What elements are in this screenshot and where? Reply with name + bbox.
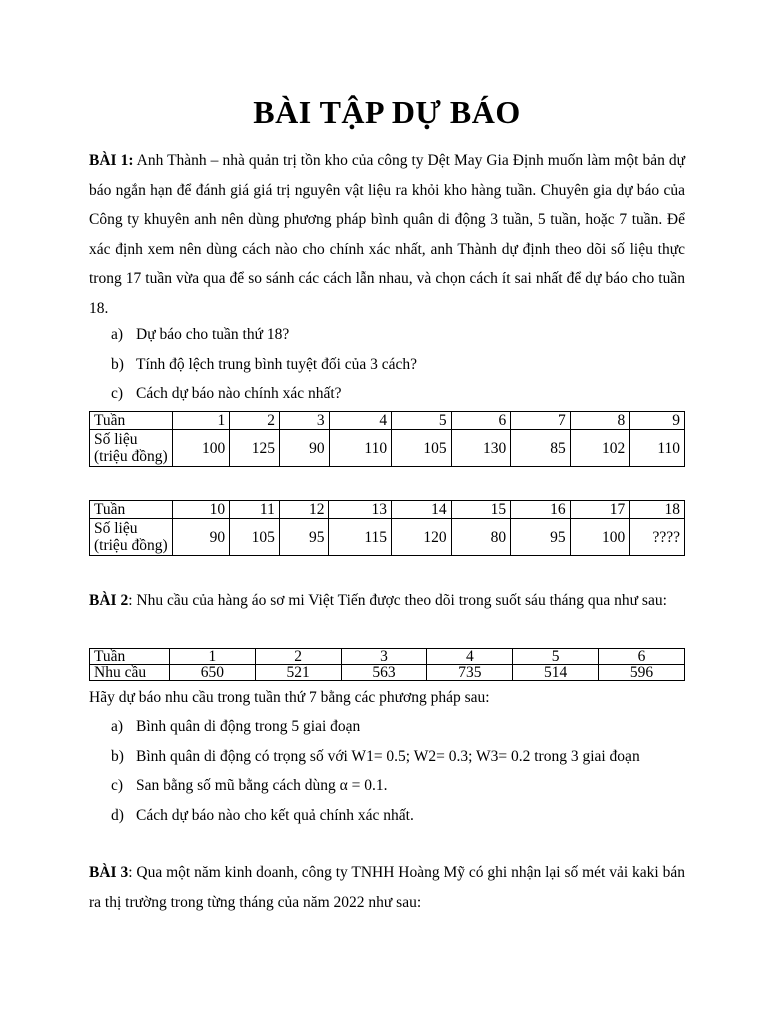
list-item: a) Dự báo cho tuần thứ 18? xyxy=(111,326,290,343)
bai2-question-list xyxy=(111,712,640,830)
table-row: Số liệu (triệu đồng) 90 105 95 115 120 80 95 100 ???? xyxy=(90,519,685,556)
bai1-text: Anh Thành – nhà quản trị tồn kho của công ty Dệt May Gia Định muốn làm một bản dự báo ngắn hạn để đánh giá giá trị nguyên vật liệu ra khỏi kho hàng tuần. Chuyên gia dự báo của Công ty khuyên anh nên dùng phương pháp bình quân di động 3 tuần, 5 tuần, hoặc 7 tuần. Để xác định xem nên dùng cách nào cho chính xác nhất, anh Thành dự định theo dõi số liệu thực trong 17 tuần vừa qua để so sánh các cách lẫn nhau, và chọn cách ít sai nhất để dự báo cho tuần 18. xyxy=(89,152,685,317)
list-item: d) Cách dự báo nào cho kết quả chính xác nhất. xyxy=(111,806,414,824)
bai2-caption: Hãy dự báo nhu cầu trong tuần thứ 7 bằng các phương pháp sau: xyxy=(89,689,490,706)
row-label: Số liệu (triệu đồng) xyxy=(90,519,173,556)
row-label: Nhu cầu xyxy=(90,665,170,681)
list-item: a) Bình quân di động trong 5 giai đoạn xyxy=(111,718,361,735)
list-item: c) San bằng số mũ bằng cách dùng α = 0.1. xyxy=(111,777,388,794)
table-row: Tuần 1 2 3 4 5 6 7 8 9 xyxy=(90,412,685,430)
table-row: Tuần 10 11 12 13 14 15 16 17 18 xyxy=(90,501,685,519)
bai3-paragraph xyxy=(89,858,685,917)
row-label: Tuần xyxy=(90,501,173,519)
list-item: b) Tính độ lệch trung bình tuyệt đối của 3 cách? xyxy=(111,355,418,373)
table-row: Số liệu (triệu đồng) 100 125 90 110 105 130 85 102 110 xyxy=(90,430,685,467)
bai2-label: BÀI 2 xyxy=(89,592,129,609)
table-row: Nhu cầu 650 521 563 735 514 596 xyxy=(90,665,685,681)
page-title: BÀI TẬP DỰ BÁO xyxy=(253,94,521,130)
bai1-table-weeks-10-18 xyxy=(89,500,685,556)
bai3-text: : Qua một năm kinh doanh, công ty TNHH Hoàng Mỹ có ghi nhận lại số mét vải kaki bán ra thị trường trong từng tháng của năm 2022 như sau: xyxy=(89,864,685,911)
bai1-question-list xyxy=(111,320,417,409)
row-label: Số liệu (triệu đồng) xyxy=(90,430,173,467)
bai2-demand-table xyxy=(89,648,685,681)
row-label: Tuần xyxy=(90,412,173,430)
bai1-paragraph xyxy=(89,146,685,323)
table-row: Tuần 1 2 3 4 5 6 xyxy=(90,649,685,665)
bai3-label: BÀI 3 xyxy=(89,864,129,881)
list-item: c) Cách dự báo nào chính xác nhất? xyxy=(111,385,342,402)
list-item: b) Bình quân di động có trọng số với W1= 0.5; W2= 0.3; W3= 0.2 trong 3 giai đoạn xyxy=(111,747,640,765)
bai1-label: BÀI 1: xyxy=(89,152,134,169)
row-label: Tuần xyxy=(90,649,170,665)
bai1-table-weeks-1-9 xyxy=(89,411,685,467)
bai2-text: : Nhu cầu của hàng áo sơ mi Việt Tiến được theo dõi trong suốt sáu tháng qua như sau: xyxy=(128,592,667,609)
bai2-paragraph xyxy=(89,586,685,616)
